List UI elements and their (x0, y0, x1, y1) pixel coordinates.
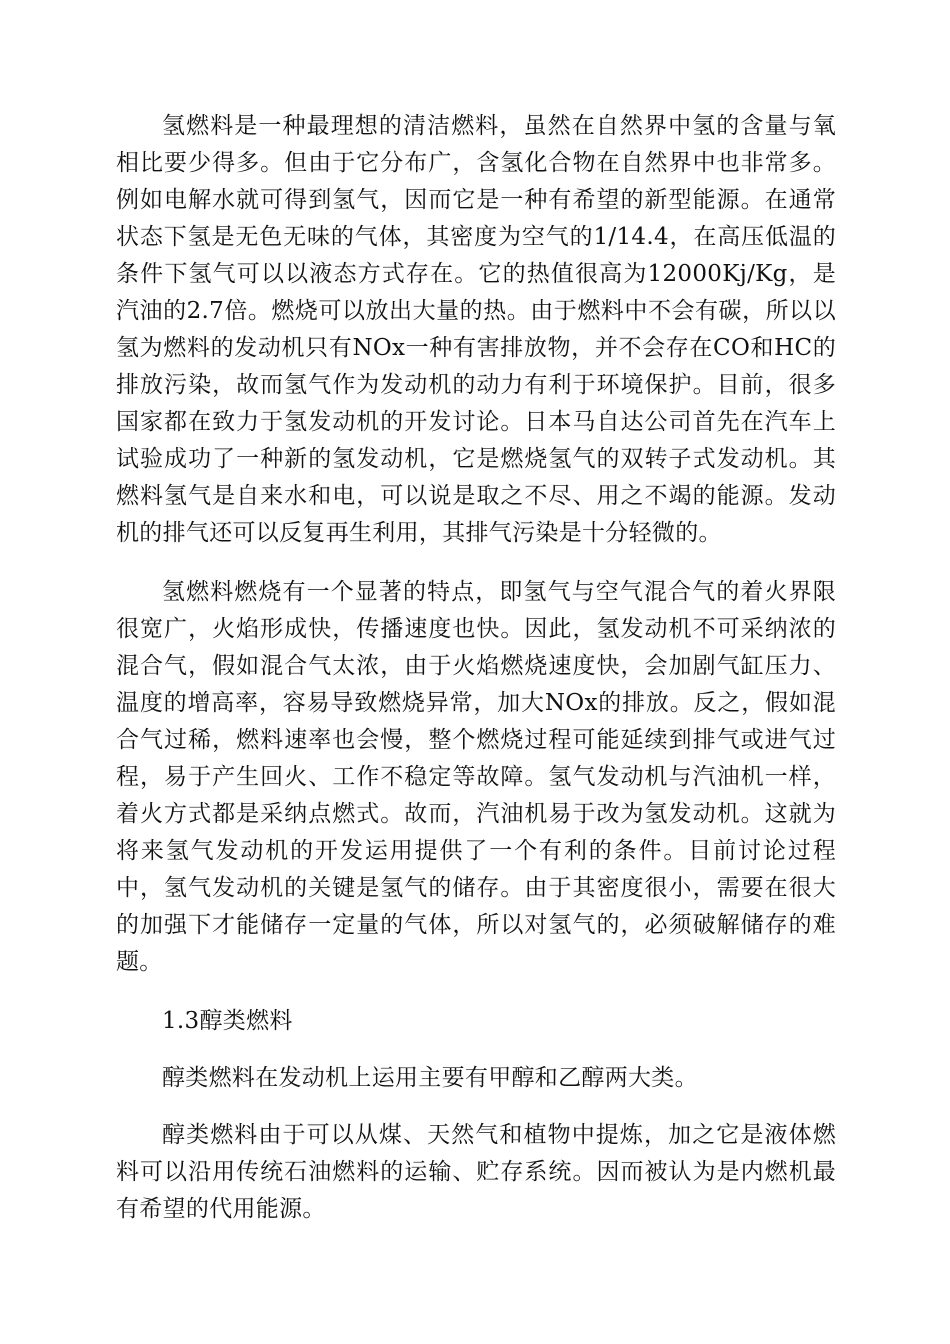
section-heading: 1.3醇类燃料 (162, 1008, 293, 1034)
document-body (116, 108, 836, 1250)
paragraph-hydrogen-combustion: 氢燃料燃烧有一个显著的特点，即氢气与空气混合气的着火界限很宽广，火焰形成快，传播速度也快。因此，氢发动机不可采纳浓的混合气，假如混合气太浓，由于火焰燃烧速度快，会加剧气缸压力、温度的增高率，容易导致燃烧异常，加大NOx的排放。反之，假如混合气过稀，燃料速率也会慢，整个燃烧过程可能延续到排气或进气过程，易于产生回火、工作不稳定等故障。氢气发动机与汽油机一样，着火方式都是采纳点燃式。故而，汽油机易于改为氢发动机。这就为将来氢气发动机的开发运用提供了一个有利的条件。目前讨论过程中，氢气发动机的关键是氢气的储存。由于其密度很小，需要在很大的加强下才能储存一定量的气体，所以对氢气的，必须破解储存的难题。 (116, 579, 836, 975)
paragraph-alcohol-advantages: 醇类燃料由于可以从煤、天然气和植物中提炼，加之它是液体燃料可以沿用传统石油燃料的运输、贮存系统。因而被认为是内燃机最有希望的代用能源。 (116, 1122, 836, 1222)
paragraph-hydrogen-fuel: 氢燃料是一种最理想的清洁燃料，虽然在自然界中氢的含量与氧相比要少得多。但由于它分布广，含氢化合物在自然界中也非常多。例如电解水就可得到氢气，因而它是一种有希望的新型能源。在通常状态下氢是无色无味的气体，其密度为空气的1/14.4，在高压低温的条件下氢气可以以液态方式存在。它的热值很高为12000Kj/Kg，是汽油的2.7倍。燃烧可以放出大量的热。由于燃料中不会有碳，所以以氢为燃料的发动机只有NOx一种有害排放物，并不会存在CO和HC的排放污染，故而氢气作为发动机的动力有利于环境保护。目前，很多国家都在致力于氢发动机的开发讨论。日本马自达公司首先在汽车上试验成功了一种新的氢发动机，它是燃烧氢气的双转子式发动机。其燃料氢气是自来水和电，可以说是取之不尽、用之不竭的能源。发动机的排气还可以反复再生利用，其排气污染是十分轻微的。 (116, 113, 836, 546)
paragraph-alcohol-types: 醇类燃料在发动机上运用主要有甲醇和乙醇两大类。 (162, 1065, 698, 1091)
